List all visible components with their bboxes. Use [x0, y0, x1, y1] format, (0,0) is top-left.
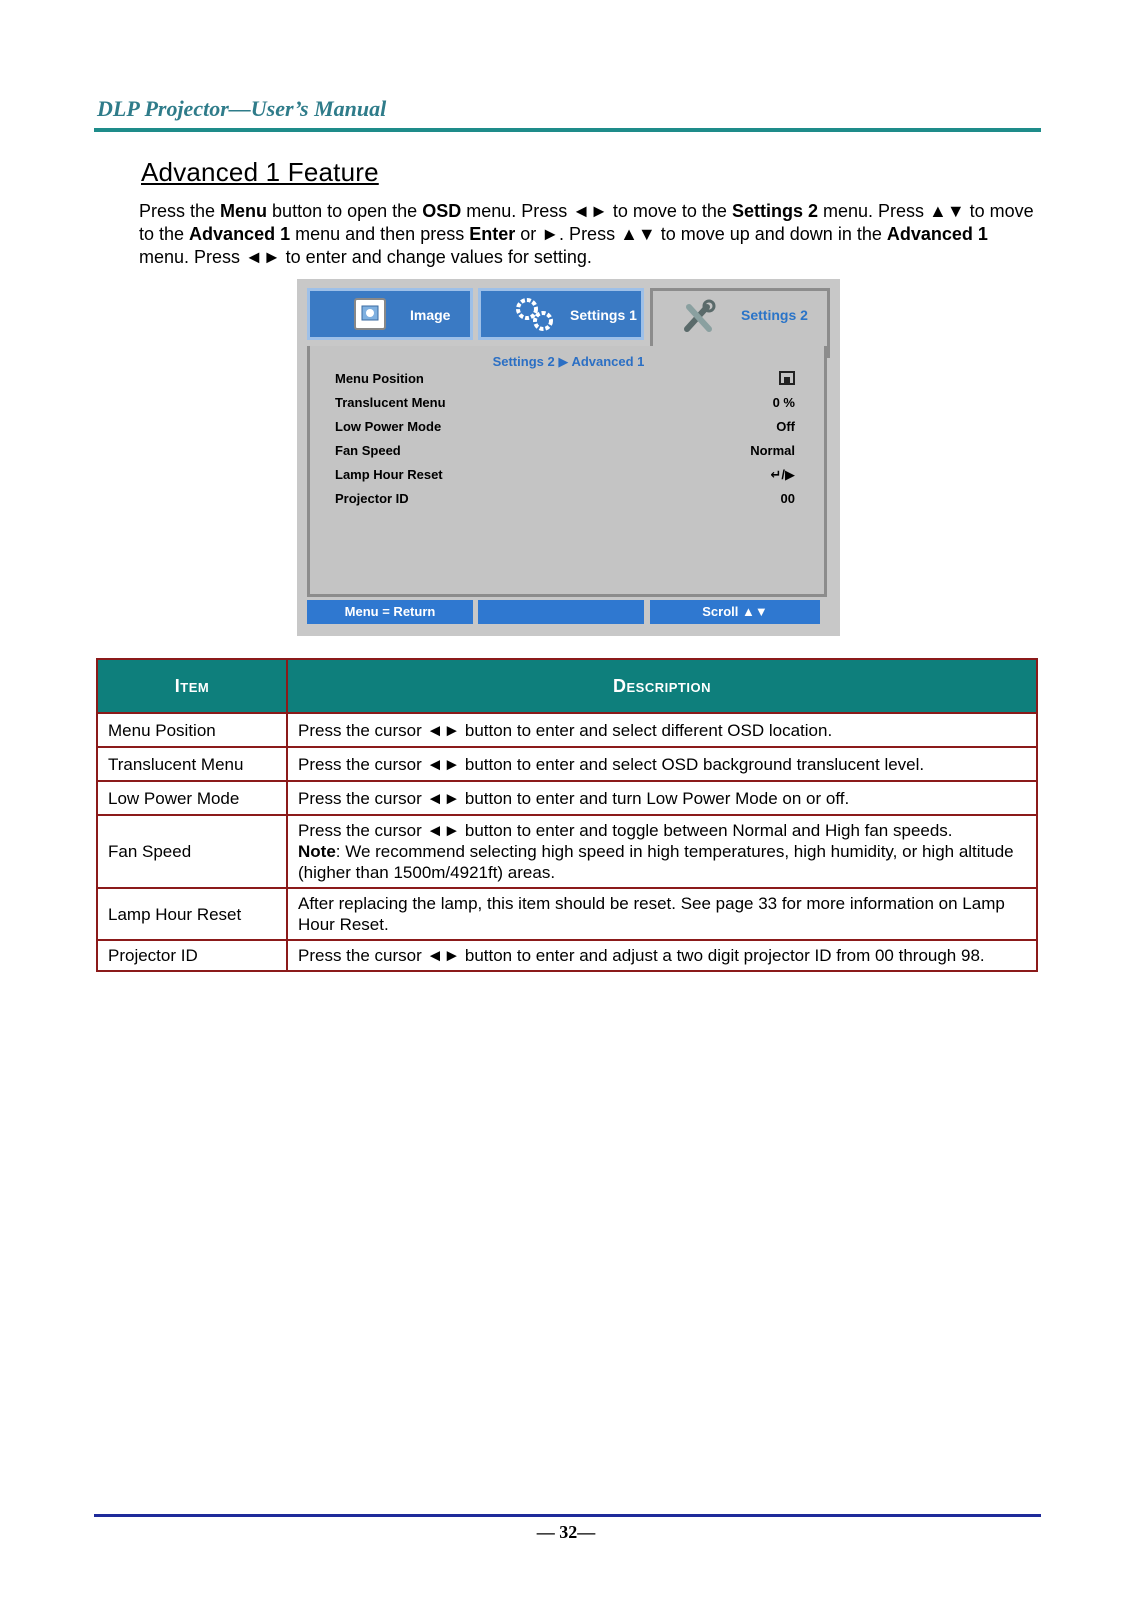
fan-speed-note: Note: We recommend selecting high speed in high temperatures, high humidity, or high altitude (higher than 1500m/4921ft) areas. [298, 842, 1014, 882]
table-row [97, 815, 1037, 888]
description-cell: Press the cursor ◄► button to enter and select OSD background translucent level. [287, 747, 1037, 781]
osd-menu-return: Menu = Return [307, 600, 473, 624]
osd-breadcrumb: Settings 2 ▶ Advanced 1 [492, 354, 645, 369]
osd-bottom-middle [478, 600, 644, 624]
gears-icon [513, 295, 557, 338]
item-cell: Fan Speed [97, 815, 287, 888]
description-cell [287, 815, 1037, 888]
item-cell: Lamp Hour Reset [97, 888, 287, 940]
item-cell: Menu Position [97, 713, 287, 747]
table-row [97, 888, 1037, 940]
osd-row-low-power-mode[interactable]: Low Power Mode Off [335, 419, 795, 434]
osd-row-projector-id[interactable]: Projector ID 00 [335, 491, 795, 506]
description-cell: Press the cursor ◄► button to enter and turn Low Power Mode on or off. [287, 781, 1037, 815]
description-cell: After replacing the lamp, this item should be reset. See page 33 for more information on Lamp Hour Reset. [287, 888, 1037, 940]
fan-speed-desc: Press the cursor ◄► button to enter and toggle between Normal and High fan speeds. [298, 821, 953, 840]
osd-row-translucent-menu[interactable]: Translucent Menu 0 % [335, 395, 795, 410]
table-row [97, 713, 1037, 747]
osd-row-fan-speed[interactable]: Fan Speed Normal [335, 443, 795, 458]
osd-tab-settings1[interactable]: Settings 1 [478, 288, 644, 340]
item-header: Item [97, 659, 287, 713]
item-cell: Translucent Menu [97, 747, 287, 781]
description-cell: Press the cursor ◄► button to enter and select different OSD location. [287, 713, 1037, 747]
osd-row-lamp-hour-reset[interactable]: Lamp Hour Reset ↵/▶ [335, 467, 795, 482]
header-divider [94, 128, 1041, 132]
table-header-row [97, 659, 1037, 713]
item-cell: Projector ID [97, 940, 287, 971]
table-row [97, 940, 1037, 971]
tools-icon [679, 297, 719, 340]
osd-tab-settings2[interactable]: Settings 2 [650, 288, 830, 358]
feature-table [96, 658, 1038, 972]
menu-position-icon [779, 371, 795, 385]
section-title: Advanced 1 Feature [141, 157, 379, 187]
osd-menu-screenshot [297, 279, 840, 636]
table-row [97, 747, 1037, 781]
image-icon [354, 298, 386, 330]
footer-divider [94, 1514, 1041, 1517]
osd-row-menu-position[interactable]: Menu Position [335, 371, 795, 391]
description-header: Description [287, 659, 1037, 713]
osd-scroll-hint: Scroll ▲▼ [650, 600, 820, 624]
page-number: — 32— [536, 1522, 596, 1542]
item-cell: Low Power Mode [97, 781, 287, 815]
description-cell: Press the cursor ◄► button to enter and adjust a two digit projector ID from 00 through 98. [287, 940, 1037, 971]
osd-tab-image[interactable]: Image [307, 288, 473, 340]
intro-paragraph: Press the Menu button to open the OSD menu. Press ◄► to move to the Settings 2 menu. Press ▲▼ to move to the Advanced 1 menu and then press Enter or ►. Press ▲▼ to move up and down in the Advanced 1 menu. Press ◄► to enter and change values for setting. [139, 201, 1034, 267]
manual-header-title: DLP Projector—User’s Manual [97, 96, 387, 121]
table-row [97, 781, 1037, 815]
